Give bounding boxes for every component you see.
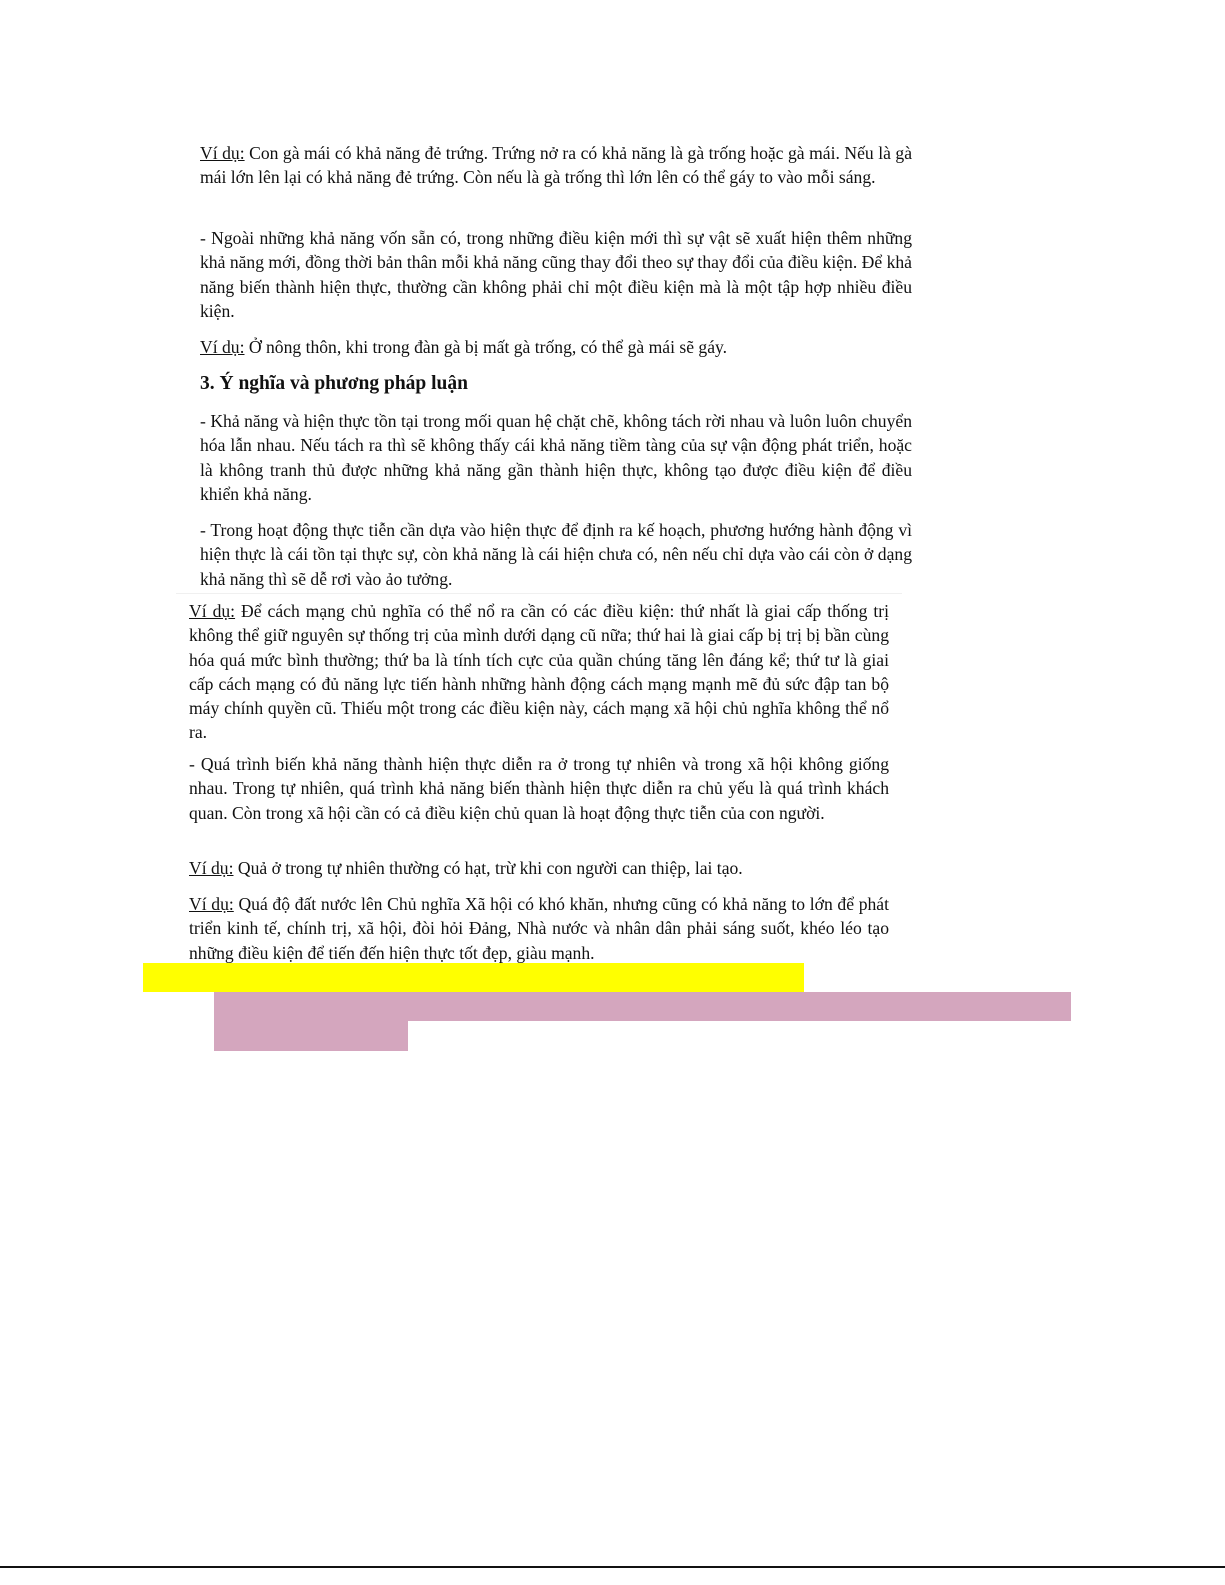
page-seam-divider (176, 593, 902, 594)
pink-highlight-block-top (214, 992, 1071, 1021)
example-text: Ở nông thôn, khi trong đàn gà bị mất gà trống, có thể gà mái sẽ gáy. (244, 337, 728, 357)
paragraph-text: - Ngoài những khả năng vốn sẵn có, trong những điều kiện mới thì sự vật sẽ xuất hiện thêm những khả năng mới, đồng thời bản thân mỗi khả năng cũng thay đổi theo sự thay đổi của điều kiện. Để khả năng biến thành hiện thực, thường cần không phải chỉ một điều kiện mà là một tập hợp nhiều điều kiện. (200, 228, 912, 321)
body-paragraph-4 (200, 409, 912, 506)
example-label: Ví dụ: (189, 601, 236, 621)
paragraph-text: - Khả năng và hiện thực tồn tại trong mối quan hệ chặt chẽ, không tách rời nhau và luôn luôn chuyển hóa lẫn nhau. Nếu tách ra thì sẽ không thấy cái khả năng tiềm tàng của sự vận động phát triển, hoặc là không tranh thủ được những khả năng gần thành hiện thực, không tạo được điều kiện để điều khiển khả năng. (200, 411, 912, 504)
example-text: Con gà mái có khả năng đẻ trứng. Trứng nở ra có khả năng là gà trống hoặc gà mái. Nếu là gà mái lớn lên lại có khả năng đẻ trứng. Còn nếu là gà trống thì lớn lên có thể gáy to vào mỗi sáng. (200, 143, 913, 188)
example-paragraph-3 (200, 335, 912, 359)
bottom-border-line (0, 1566, 1225, 1568)
example-label: Ví dụ: (200, 337, 245, 357)
example-label: Ví dụ: (189, 894, 234, 914)
example-label: Ví dụ: (200, 143, 245, 163)
example-paragraph-1 (200, 141, 912, 190)
example-paragraph-8 (189, 856, 889, 880)
example-text: Quả ở trong tự nhiên thường có hạt, trừ khi con người can thiệp, lai tạo. (233, 858, 743, 878)
section-heading: 3. Ý nghĩa và phương pháp luận (200, 373, 468, 394)
body-paragraph-2 (200, 226, 912, 323)
example-paragraph-6 (189, 599, 889, 745)
yellow-highlight-block (143, 963, 804, 992)
paragraph-text: - Trong hoạt động thực tiễn cần dựa vào hiện thực để định ra kế hoạch, phương hướng hành động vì hiện thực là cái tồn tại thực sự, còn khả năng là cái hiện chưa có, nên nếu chỉ dựa vào cái còn ở dạng khả năng thì sẽ dễ rơi vào ảo tưởng. (200, 520, 912, 589)
example-text: Quá độ đất nước lên Chủ nghĩa Xã hội có khó khăn, nhưng cũng có khả năng to lớn để phát triển kinh tế, chính trị, xã hội, đòi hỏi Đảng, Nhà nước và nhân dân phải sáng suốt, khéo léo tạo những điều kiện để tiến đến hiện thực tốt đẹp, giàu mạnh. (189, 894, 889, 963)
paragraph-text: - Quá trình biến khả năng thành hiện thực diễn ra ở trong tự nhiên và trong xã hội không giống nhau. Trong tự nhiên, quá trình khả năng biến thành hiện thực diễn ra chủ yếu là quá trình khách quan. Còn trong xã hội cần có cả điều kiện chủ quan là hoạt động thực tiễn của con người. (189, 754, 889, 823)
body-paragraph-7 (189, 752, 889, 825)
example-paragraph-9 (189, 892, 889, 965)
pink-highlight-block-bottom (214, 1021, 408, 1051)
example-label: Ví dụ: (189, 858, 234, 878)
body-paragraph-5 (200, 518, 912, 591)
example-text: Để cách mạng chủ nghĩa có thể nổ ra cần có các điều kiện: thứ nhất là giai cấp thống trị không thể giữ nguyên sự thống trị của mình dưới dạng cũ nữa; thứ hai là giai cấp bị trị bị bần cùng hóa quá mức bình thường; thứ ba là tính tích cực của quần chúng tăng lên đáng kể; thứ tư là giai cấp cách mạng có đủ năng lực tiến hành những hành động cách mạng mạnh mẽ đủ sức đập tan bộ máy chính quyền cũ. Thiếu một trong các điều kiện này, cách mạng xã hội chủ nghĩa không thể nổ ra. (189, 601, 889, 743)
